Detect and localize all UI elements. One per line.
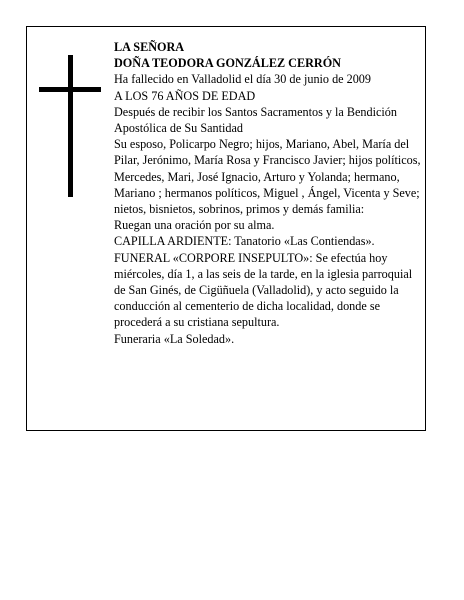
deceased-name: DOÑA TEODORA GONZÁLEZ CERRÓN — [114, 56, 341, 71]
cross-vertical-bar — [68, 55, 73, 197]
cross-horizontal-bar — [39, 87, 101, 92]
obituary-notice — [26, 26, 426, 431]
notice-title: LA SEÑORA — [114, 40, 185, 54]
chapel-line: CAPILLA ARDIENTE: Tanatorio «Las Contiendas». — [114, 234, 375, 249]
notice-body — [114, 39, 424, 347]
prayer-line: Ruegan una oración por su alma. — [114, 218, 275, 233]
death-line: Ha fallecido en Valladolid el día 30 de junio de 2009 — [114, 72, 371, 87]
family-line: Su esposo, Policarpo Negro; hijos, Mariano, Abel, María del Pilar, Jerónimo, María Rosa y Francisco Javier; hijos políticos, Mercedes, Mari, José Ignacio, Arturo y Yolanda; hermano, Mariano ; hermanos políticos, Miguel , Ángel, Vicenta y Seve; nietos, bisnietos, sobrinos, primos y demás familia: — [114, 137, 421, 217]
funeral-home-line: Funeraria «La Soledad». — [114, 331, 235, 346]
sacraments-line: Después de recibir los Santos Sacramentos y la Bendición Apostólica de Su Santidad — [114, 104, 397, 136]
funeral-line: FUNERAL «CORPORE INSEPULTO»: Se efectúa hoy miércoles, día 1, a las seis de la tarde, en la iglesia parroquial de San Ginés, de Cigüñuela (Valladolid), y acto seguido la conducción al cementerio de dicha localidad, donde se procederá a su cristiana sepultura. — [114, 250, 413, 330]
age-line: A LOS 76 AÑOS DE EDAD — [114, 88, 256, 103]
